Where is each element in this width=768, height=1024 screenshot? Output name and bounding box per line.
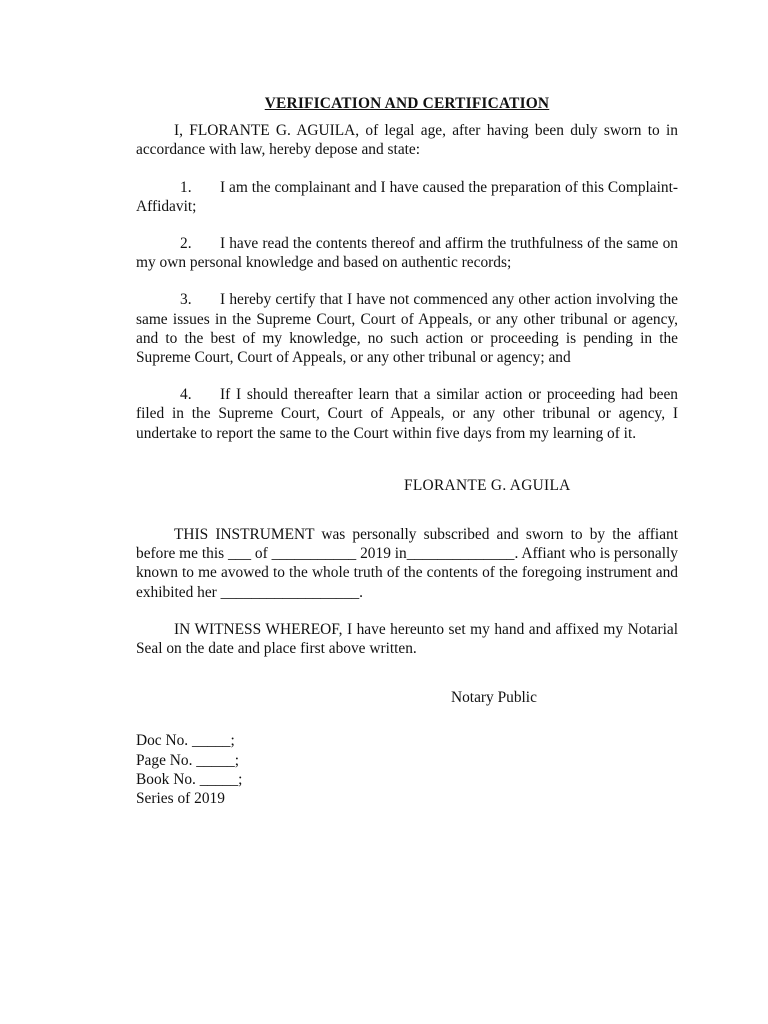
page-number: Page No. _____; bbox=[136, 751, 240, 769]
numbered-item-4 bbox=[136, 385, 678, 443]
affiant-signature-name: FLORANTE G. AGUILA bbox=[404, 476, 571, 494]
jurat-paragraph: THIS INSTRUMENT was personally subscribed and sworn to by the affiant before me this ___ of ___________ 2019 in______________. Affiant who is personally known to me avowed to the whole truth of the contents of the foregoing instrument and exhibited her __________________. bbox=[136, 526, 678, 601]
notary-public-label: Notary Public bbox=[451, 689, 537, 707]
numbered-item-1 bbox=[136, 178, 678, 216]
doc-number: Doc No. _____; bbox=[136, 732, 235, 750]
notarial-register-info bbox=[136, 731, 678, 808]
item-text: If I should thereafter learn that a similar action or proceeding had been filed in the Supreme Court, Court of Appeals, or any other tribunal or agency, I undertake to report the same to the Court within five days from my learning of it. bbox=[136, 386, 678, 442]
document-page bbox=[136, 94, 678, 808]
item-text: I hereby certify that I have not commenced any other action involving the same issues in the Supreme Court, Court of Appeals, or any other tribunal or agency, and to the best of my knowledge, no such action or proceeding is pending in the Supreme Court, Court of Appeals, or any other tribunal or agency; and bbox=[136, 291, 678, 367]
item-text: I have read the contents thereof and affirm the truthfulness of the same on my own personal knowledge and based on authentic records; bbox=[136, 235, 678, 272]
item-number: 2. bbox=[180, 235, 192, 253]
item-number: 1. bbox=[180, 178, 192, 196]
item-number: 3. bbox=[180, 291, 192, 309]
intro-paragraph: I, FLORANTE G. AGUILA, of legal age, after having been duly sworn to in accordance with law, hereby depose and state: bbox=[136, 122, 678, 159]
book-number: Book No. _____; bbox=[136, 770, 243, 788]
document-title: VERIFICATION AND CERTIFICATION bbox=[264, 95, 550, 112]
numbered-item-3 bbox=[136, 290, 678, 367]
series-year: Series of 2019 bbox=[136, 790, 225, 808]
numbered-item-2 bbox=[136, 234, 678, 272]
witness-paragraph: IN WITNESS WHEREOF, I have hereunto set my hand and affixed my Notarial Seal on the date and place first above written. bbox=[136, 620, 678, 658]
item-text: I am the complainant and I have caused the preparation of this Complaint-Affidavit; bbox=[136, 178, 678, 215]
item-number: 4. bbox=[180, 386, 192, 404]
